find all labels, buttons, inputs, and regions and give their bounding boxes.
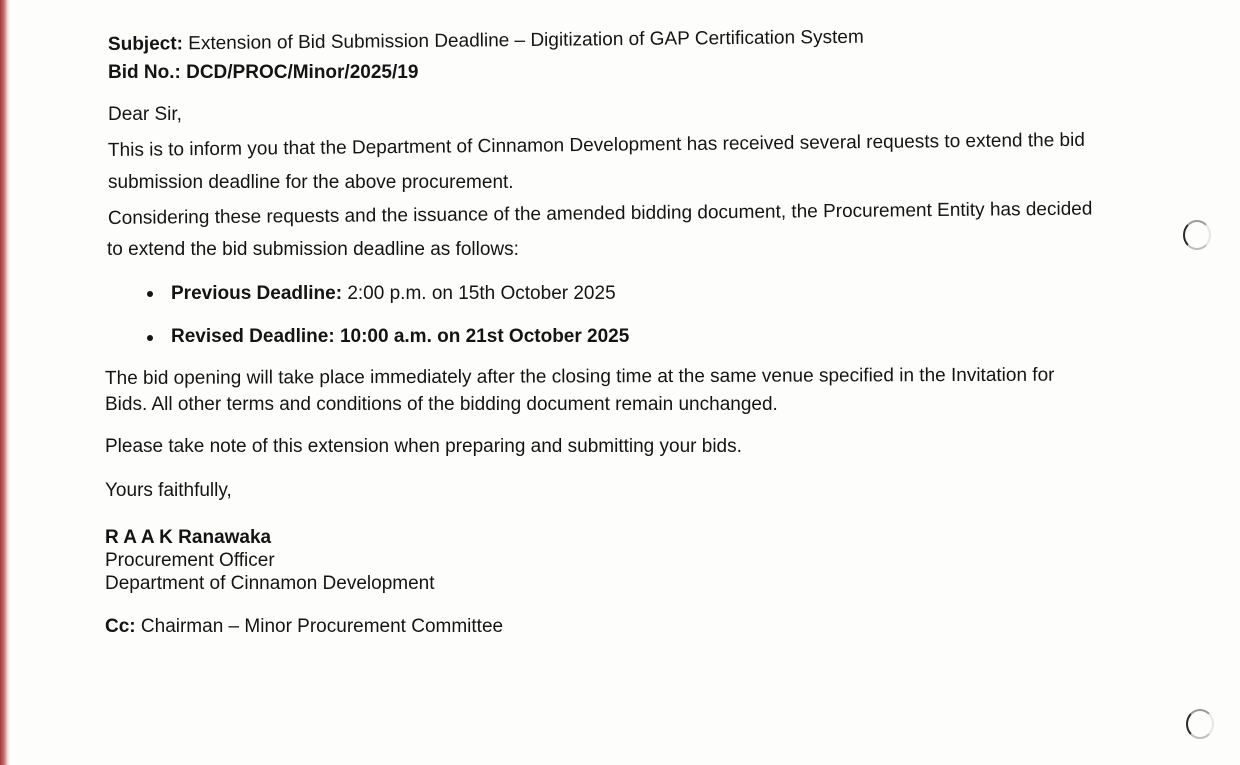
paragraph-2-line-2: to extend the bid submission deadline as follows: [107, 239, 519, 260]
paragraph-2-line-1: Considering these requests and the issuance of the amended bidding document, the Procurement Entity has decided [107, 198, 1093, 229]
paragraph-4: Please take note of this extension when preparing and submitting your bids. [105, 436, 742, 457]
subject-line [108, 27, 864, 56]
deadline-label: Revised Deadline: [171, 326, 335, 347]
signatory-title: Procurement Officer [105, 550, 275, 571]
signatory-name: R A A K Ranawaka [105, 527, 272, 548]
signatory-organization: Department of Cinnamon Development [105, 573, 435, 594]
paragraph-1-line-2: submission deadline for the above procurement. [108, 172, 514, 193]
cc-label: Cc: [105, 616, 136, 637]
bullet-icon [147, 335, 153, 341]
punch-hole-icon [1183, 220, 1211, 250]
subject-text: Extension of Bid Submission Deadline – Digitization of GAP Certification System [182, 26, 864, 55]
closing: Yours faithfully, [105, 480, 232, 501]
paragraph-3-line-2: Bids. All other terms and conditions of the bidding document remain unchanged. [105, 394, 778, 415]
salutation: Dear Sir, [108, 104, 182, 125]
deadline-label: Previous Deadline: [171, 283, 343, 304]
bid-number-line [108, 62, 418, 84]
cc-text: Chairman – Minor Procurement Committee [135, 616, 504, 637]
bid-number-value: DCD/PROC/Minor/2025/19 [180, 62, 419, 83]
bid-number-label: Bid No.: [108, 62, 181, 83]
cc-line [105, 616, 503, 638]
subject-label: Subject: [107, 33, 184, 55]
deadline-item-revised [171, 326, 629, 348]
deadline-item-previous [171, 283, 616, 305]
punch-hole-icon [1186, 709, 1214, 739]
paragraph-3-line-1: The bid opening will take place immediately after the closing time at the same venue specified in the Invitation for [104, 364, 1055, 389]
deadline-value: 10:00 a.m. on 21st October 2025 [334, 326, 630, 347]
page-binding-edge [0, 0, 7, 765]
paragraph-1-line-1: This is to inform you that the Department of Cinnamon Development has received several requests to extend the bid [107, 129, 1085, 161]
bullet-icon [147, 291, 153, 297]
deadline-value: 2:00 p.m. on 15th October 2025 [342, 283, 616, 304]
